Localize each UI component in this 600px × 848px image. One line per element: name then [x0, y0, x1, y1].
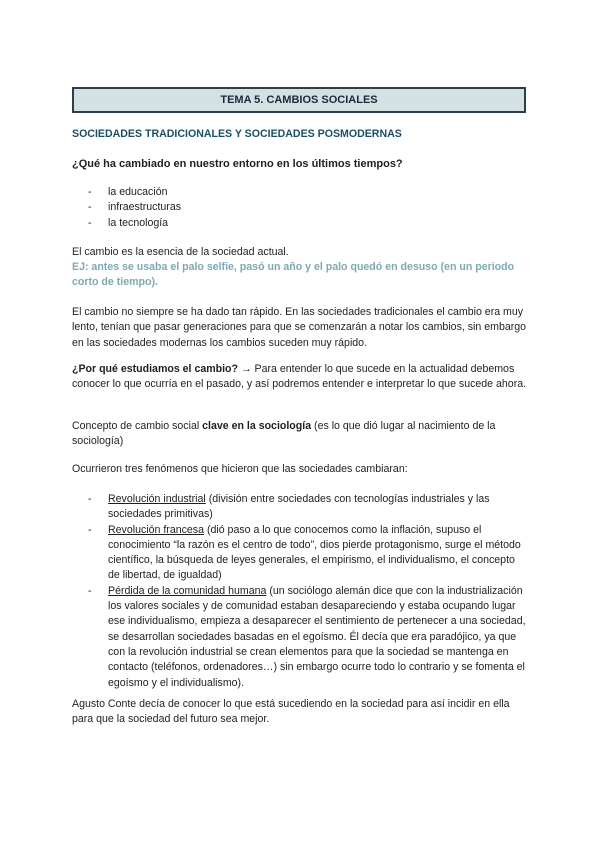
- list-item: - Revolución industrial (división entre sociedades con tecnologías industriales y las sociedades primitivas): [88, 493, 490, 521]
- changes-list: [88, 185, 181, 231]
- question-what-changed: ¿Qué ha cambiado en nuestro entorno en los últimos tiempos?: [72, 158, 403, 170]
- phenomena-intro: Ocurrieron tres fenómenos que hicieron que las sociedades cambiaran:: [72, 463, 408, 475]
- list-item: - Pérdida de la comunidad humana (un sociólogo alemán dice que con la industrialización los valores sociales y de comunidad estaban desapareciendo y estaba ocupando lugar ese individualismo, empieza a desaparecer el sentimiento de pertenecer a una sociedad, se desarrollan sociedades basadas en el egoísmo. Él decía que era paradójico, ya que con la revolución industrial se crean elementos para que la sociedad se mantenga en contacto (teléfonos, ordenadores…) sin embargo ocurre todo lo contrario y se fomenta el egoísmo y el individualismo).: [88, 584, 526, 689]
- section-heading: SOCIEDADES TRADICIONALES Y SOCIEDADES POSMODERNAS: [72, 128, 402, 140]
- arrow-icon: →: [240, 363, 252, 375]
- paragraph-change-essence: El cambio es la esencia de la sociedad actual.: [72, 246, 289, 258]
- list-item: - la educación: [88, 186, 168, 198]
- list-item: - Revolución francesa (dió paso a lo que conocemos como la inflación, supuso el conocimiento “la razón es el centro de todo”, dios pierde protagonismo, surge el método científico, la búsqueda de leyes generales, el empirismo, el individualismo, el concepto de libertad, de igualdad): [88, 523, 521, 582]
- paragraph-change-speed: El cambio no siempre se ha dado tan rápido. En las sociedades tradicionales el cambio era muy lento, tenían que pasar generaciones para que se comenzarán a notar los cambios, sin embargo en las sociedades modernas los cambios suceden muy rápido.: [72, 306, 527, 349]
- why-answer: Para entender lo que sucede en la actualidad debemos conocer lo que ocurría en el pasado, y así podremos entender e interpretar lo que sucede ahora.: [72, 363, 527, 391]
- phenomenon-name: Pérdida de la comunidad humana: [108, 584, 267, 597]
- list-item: - infraestructuras: [88, 201, 182, 214]
- paragraph-conclusion: Agusto Conte decía de conocer lo que está sucediendo en la sociedad para así incidir en ella para que la sociedad del futuro sea mejor.: [72, 698, 510, 726]
- document-title: TEMA 5. CAMBIOS SOCIALES: [220, 94, 378, 106]
- example-text: EJ: antes se usaba el palo selfie, pasó un año y el palo quedó en desuso (en un periodo corto de tiempo).: [72, 261, 515, 289]
- paragraph-concept: Concepto de cambio social clave en la sociología (es lo que dió lugar al nacimiento de la sociología): [72, 420, 496, 448]
- title-box: [72, 87, 526, 113]
- phenomenon-name: Revolución industrial: [108, 493, 206, 505]
- phenomena-list: [88, 492, 528, 691]
- concept-bold: clave en la sociología: [202, 420, 312, 432]
- phenomenon-name: Revolución francesa: [108, 523, 204, 536]
- why-question: ¿Por qué estudiamos el cambio?: [72, 363, 239, 375]
- list-item: - la tecnología: [88, 216, 169, 229]
- paragraph-why-study: [72, 362, 532, 393]
